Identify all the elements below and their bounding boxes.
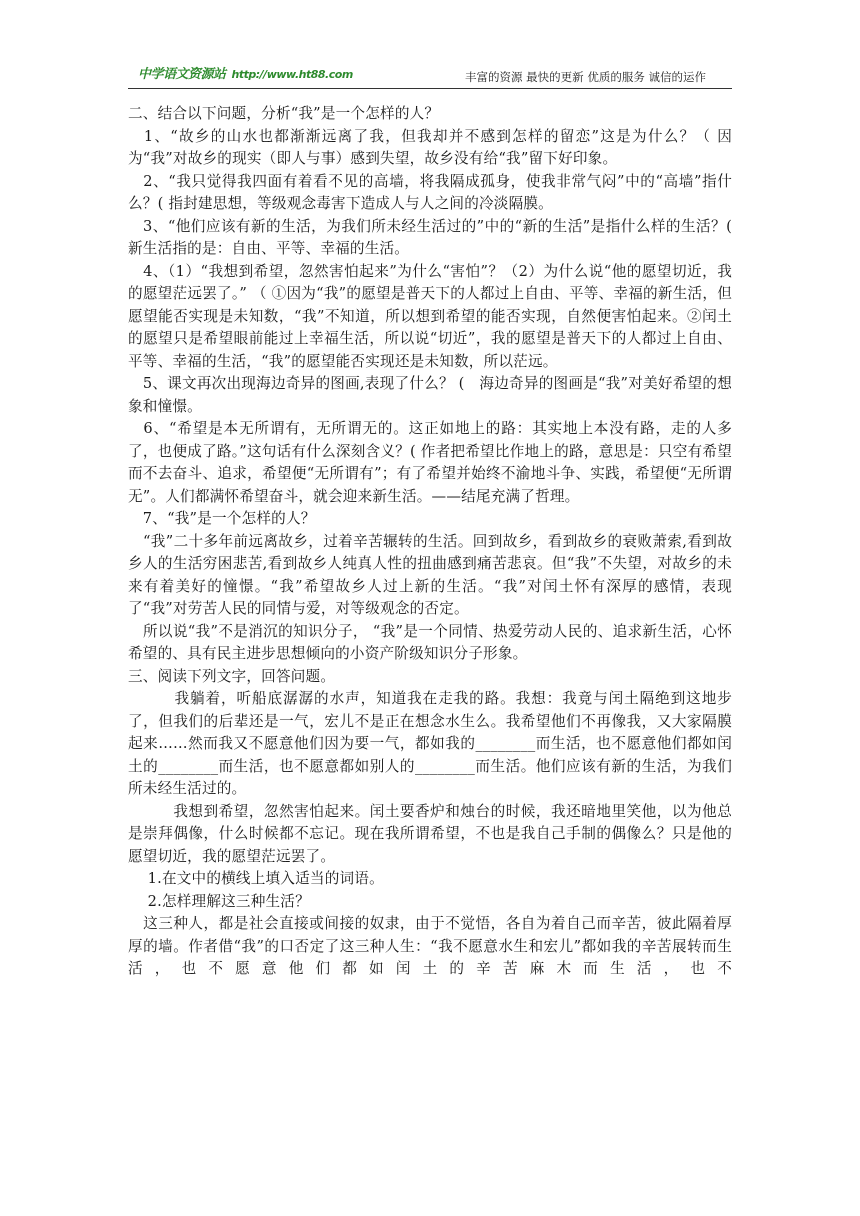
header-slogan: 丰富的资源 最快的更新 优质的服务 诚信的运作 — [465, 70, 706, 84]
question-5: 5、课文再次出现海边奇异的图画,表现了什么？ ( 海边奇异的图画是“我”对美好希望的想象和憧憬。 — [128, 375, 732, 415]
reading-question-1: 1.在文中的横线上填入适当的词语。 — [128, 870, 384, 887]
section-heading-2: 二、结合以下问题，分析“我”是一个怎样的人？ — [128, 105, 440, 122]
reading-question-2: 2.怎样理解这三种生活？ — [128, 892, 310, 910]
question-7: 7、“我”是一个怎样的人？ — [128, 510, 316, 527]
reading-answer-2: 这三种人，都是社会直接或间接的奴隶，由于不觉悟，各自为着自己而辛苦，彼此隔着厚厚的墙。作者借“我”的口否定了这三种人生：“我不愿意水生和宏儿”都如我的辛苦展转而生活，也不愿意他们都如闰土的辛苦麻木而生活，也不 — [128, 915, 732, 977]
reading-passage-2: 我想到希望，忽然害怕起来。闰土要香炉和烛台的时候，我还暗地里笑他，以为他总是崇拜偶像，什么时候都不忘记。现在我所谓希望，不也是我自己手制的偶像么？只是他的愿望切近，我的愿望茫远罢了。 — [128, 802, 732, 865]
question-6: 6、“希望是本无所谓有，无所谓无的。这正如地上的路：其实地上本没有路，走的人多了，也便成了路。”这句话有什么深刻含义？( 作者把希望比作地上的路，意思是：只空有希望而不去奋斗、追求，希望便“无所谓有”；有了希望并始终不渝地斗争、实践，希望便“无所谓无”。人们都满怀希望奋斗，就会迎来新生活。——结尾充满了哲理。 — [128, 420, 732, 505]
site-url[interactable]: http://www.ht88.com — [231, 68, 353, 81]
answer-7-paragraph-2: 所以说“我”不是消沉的知识分子， “我”是一个同情、热爱劳动人民的、追求新生活，心怀希望的、具有民主进步思想倾向的小资产阶级知识分子形象。 — [128, 622, 732, 662]
question-3: 3、“他们应该有新的生活，为我们所未经生活过的”中的“新的生活”是指什么样的生活？( 新生活指的是：自由、平等、幸福的生活。 — [128, 217, 732, 257]
document-body — [128, 103, 732, 981]
question-2: 2、“我只觉得我四面有着看不见的高墙，将我隔成孤身，使我非常气闷”中的“高墙”指什么？( 指封建思想，等级观念毒害下造成人与人之间的冷淡隔膜。 — [128, 172, 733, 212]
reading-passage-1: 我躺着，听船底潺潺的水声，知道我在走我的路。我想：我竟与闰土隔绝到这地步了，但我们的后辈还是一气，宏儿不是正在想念水生么。我希望他们不再像我，又大家隔膜起来……然而我又不愿意他们因为要一气，都如我的________而生活，也不愿意他们都如闰土的________而生活，也不愿意都如别人的________而生活。他们应该有新的生活，为我们所未经生活过的。 — [128, 690, 732, 797]
page-header — [128, 60, 732, 89]
logo-text: 中学语文资源站 — [138, 67, 226, 82]
section-heading-3: 三、阅读下列文字，回答问题。 — [128, 667, 336, 685]
question-4: 4、（1）“我想到希望，忽然害怕起来”为什么“害怕”？（2）为什么说“他的愿望切近，我的愿望茫远罢了。” （ ①因为“我”的愿望是普天下的人都过上自由、平等、幸福的新生活，但愿望能否实现是未知数，“我”不知道，所以想到希望的能否实现，自然便害怕起来。②闰土的愿望只是希望眼前能过上幸福生活，所以说“切近”，我的愿望是普天下的人都过上自由、平等、幸福的生活，“我”的愿望能否实现还是未知数，所以茫远。 — [128, 262, 732, 370]
site-logo — [138, 63, 353, 82]
question-1: 1、“故乡的山水也都渐渐远离了我，但我却并不感到怎样的留恋”这是为什么？（ 因为“我”对故乡的现实（即人与事）感到失望，故乡没有给“我”留下好印象。 — [128, 127, 732, 167]
answer-7-paragraph-1: “我”二十多年前远离故乡，过着辛苦辗转的生活。回到故乡，看到故乡的衰败萧索,看到故乡人的生活穷困悲苦,看到故乡人纯真人性的扭曲感到痛苦悲哀。但“我”不失望，对故乡的未来有着美好的憧憬。“我”希望故乡人过上新的生活。“我”对闰土怀有深厚的感情，表现了“我”对劳苦人民的同情与爱，对等级观念的否定。 — [128, 532, 732, 617]
